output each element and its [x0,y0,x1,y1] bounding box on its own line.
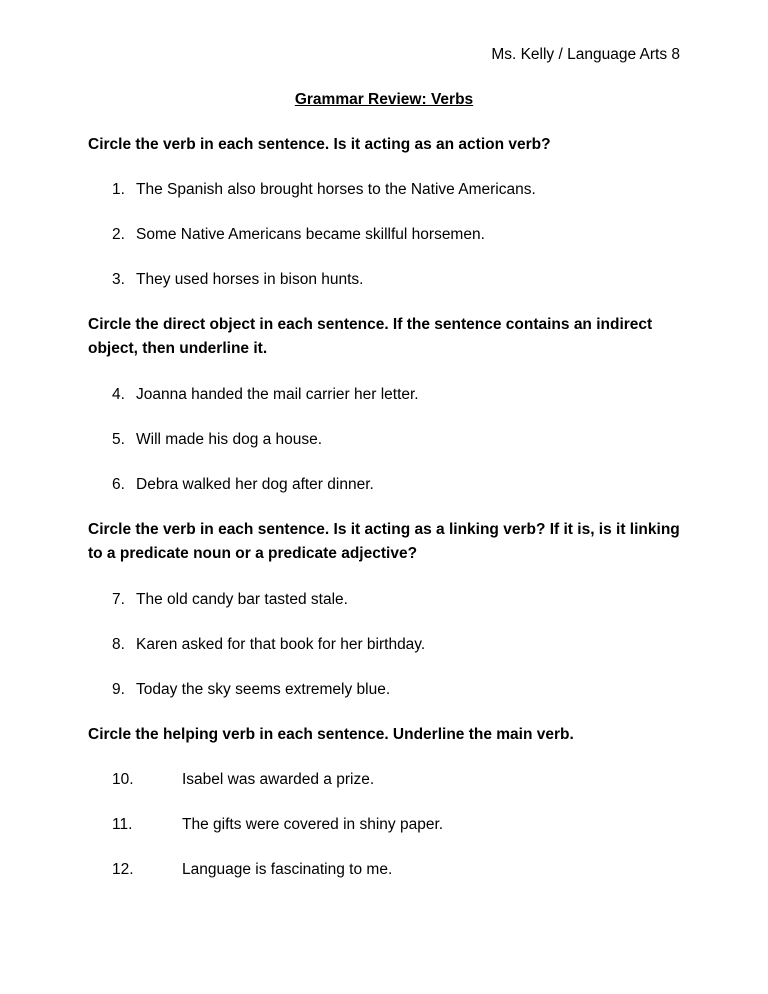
list-item [112,635,425,655]
page-title [0,90,768,110]
item-number: 12. [112,861,134,878]
section-3-instruction: Circle the verb in each sentence. Is it acting as a linking verb? If it is, is it linking to a predicate noun or a predicate adjective? [88,521,680,562]
item-text: Debra walked her dog after dinner. [136,476,374,493]
title-text: Grammar Review: Verbs [294,91,474,108]
item-number: 5. [112,431,125,448]
item-number: 7. [112,591,125,608]
item-number: 1. [112,181,125,198]
list-item [112,770,374,790]
list-item [112,225,485,245]
item-text: Karen asked for that book for her birthday. [136,636,426,653]
item-number: 6. [112,476,125,493]
item-text: Will made his dog a house. [136,431,323,448]
list-item [112,680,390,700]
item-number: 2. [112,226,125,243]
item-number: 3. [112,271,125,288]
item-number: 11. [112,816,133,833]
page-header: Ms. Kelly / Language Arts 8 [491,46,680,63]
section-2-instruction: Circle the direct object in each sentence. If the sentence contains an indirect object, then underline it. [88,316,653,357]
item-number: 10. [112,771,134,788]
section-4-instruction: Circle the helping verb in each sentence. Underline the main verb. [88,726,574,743]
item-number: 4. [112,386,125,403]
list-item [112,475,374,495]
item-text: Language is fascinating to me. [182,861,393,878]
list-item [112,815,443,835]
section-1-instruction: Circle the verb in each sentence. Is it acting as an action verb? [88,136,551,153]
item-text: Today the sky seems extremely blue. [136,681,391,698]
item-number: 8. [112,636,125,653]
item-text: The old candy bar tasted stale. [136,591,348,608]
list-item [112,860,392,880]
list-item [112,590,348,610]
item-text: The gifts were covered in shiny paper. [182,816,444,833]
item-text: Joanna handed the mail carrier her letter. [136,386,419,403]
item-text: Some Native Americans became skillful horsemen. [136,226,485,243]
list-item [112,430,322,450]
item-number: 9. [112,681,125,698]
item-text: Isabel was awarded a prize. [182,771,375,788]
item-text: The Spanish also brought horses to the Native Americans. [136,181,536,198]
list-item [112,180,536,200]
item-text: They used horses in bison hunts. [136,271,364,288]
list-item [112,385,419,405]
list-item [112,270,363,290]
